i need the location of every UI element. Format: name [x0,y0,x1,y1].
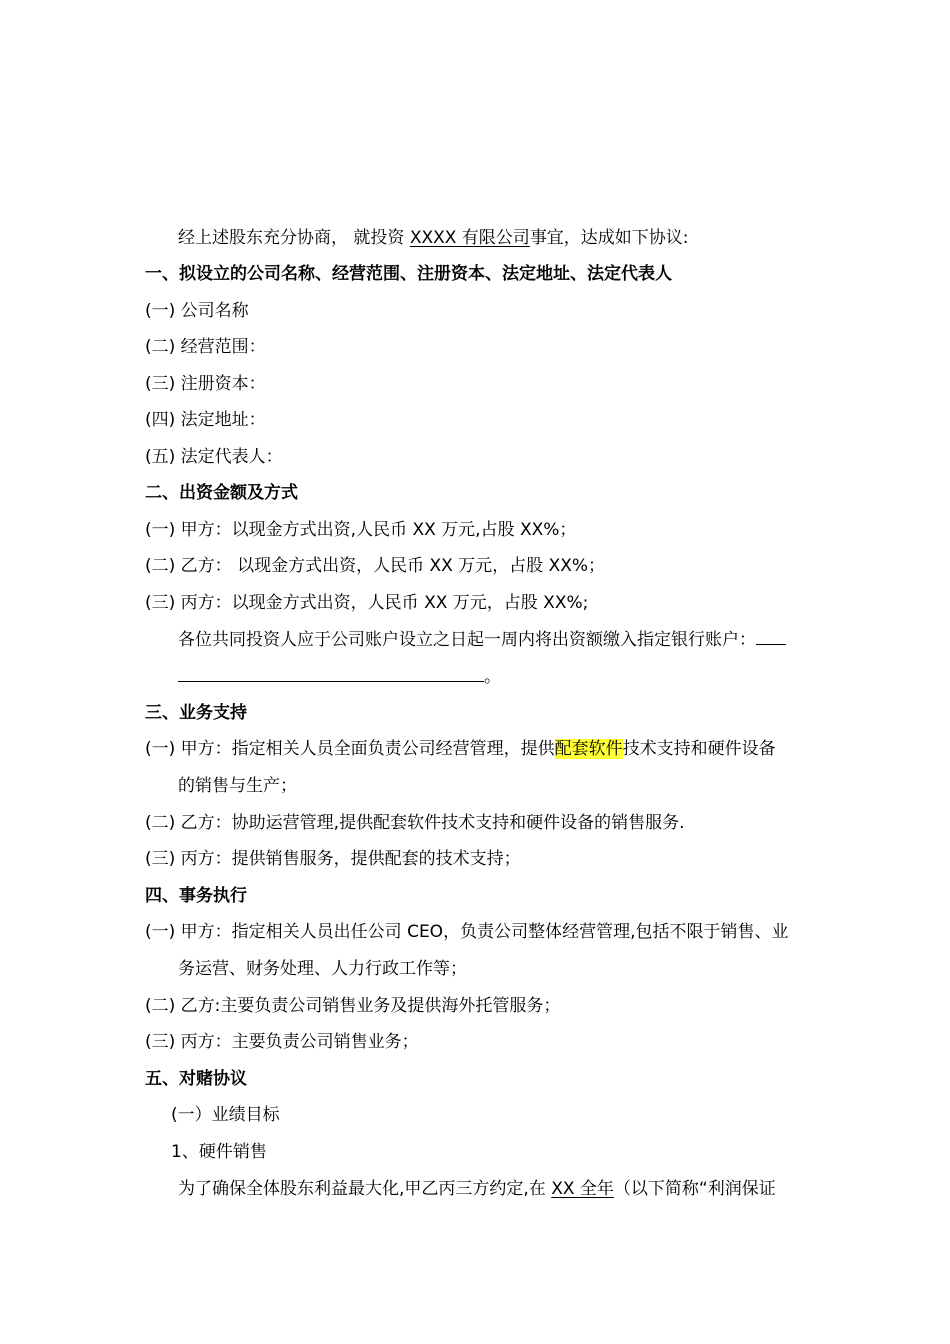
section-5-title: 五、对赌协议 [145,1069,247,1089]
section-2-note-cont [178,665,501,688]
section-3-item-1-text-end: 技术支持和硬件设备 [622,739,776,759]
section-5-subheading: (一）业绩目标 [171,1105,280,1125]
section-4-item-1-cont: 务运营、财务处理、人力行政工作等； [178,959,467,979]
section-4-item-2: (二) 乙方:主要负责公司销售业务及提供海外托管服务； [145,996,561,1016]
bank-account-blank-start [756,628,786,645]
section-4-title: 四、事务执行 [145,886,247,906]
section-1-item-3: (三) 注册资本： [145,374,266,394]
section-3-title: 三、业务支持 [145,703,247,723]
intro-paragraph [178,227,689,249]
section-3-item-2: (二) 乙方：协助运营管理,提供配套软件技术支持和硬件设备的销售服务. [145,813,685,833]
section-5-paragraph-text: 为了确保全体股东利益最大化,甲乙丙三方约定,在 [178,1179,552,1199]
section-1-item-2: (二) 经营范围： [145,337,266,357]
section-1-item-4: (四) 法定地址： [145,410,266,430]
section-3-item-1 [145,738,776,760]
section-3-item-1-cont: 的销售与生产； [178,776,297,796]
section-2-item-2: (二) 乙方： 以现金方式出资，人民币 XX 万元，占股 XX%； [145,556,606,576]
section-3-item-1-text: (一) 甲方：指定相关人员全面负责公司经营管理，提供 [145,739,555,759]
highlighted-text: 配套软件 [554,739,623,759]
section-5-paragraph [178,1178,776,1200]
section-5-paragraph-text-end: （以下简称“利润保证 [613,1179,776,1199]
section-4-item-3: (三) 丙方：主要负责公司销售业务； [145,1032,419,1052]
section-2-title: 二、出资金额及方式 [145,483,298,503]
section-1-item-5: (五) 法定代表人： [145,447,283,467]
company-name: XXXX 有限公司 [409,228,530,248]
section-5-sub-item: 1、硬件销售 [171,1142,267,1162]
section-1-title: 一、拟设立的公司名称、经营范围、注册资本、法定地址、法定代表人 [145,264,672,284]
section-2-item-1: (一) 甲方：以现金方式出资,人民币 XX 万元,占股 XX%； [145,520,577,540]
bank-account-blank [178,665,484,682]
section-4-item-1: (一) 甲方：指定相关人员出任公司 CEO，负责公司整体经营管理,包括不限于销售、业 [145,922,789,942]
intro-text-end: 事宜，达成如下协议: [529,228,689,248]
section-3-item-3: (三) 丙方：提供销售服务，提供配套的技术支持； [145,849,521,869]
section-1-item-1: (一) 公司名称 [145,301,249,321]
period-text: XX 全年 [551,1179,614,1199]
section-2-note-text: 各位共同投资人应于公司账户设立之日起一周内将出资额缴入指定银行账户： [178,630,756,650]
section-2-note [178,628,786,651]
section-2-item-3: (三) 丙方：以现金方式出资，人民币 XX 万元，占股 XX%; [145,593,589,613]
section-2-note-end: 。 [484,667,501,687]
intro-text: 经上述股东充分协商， 就投资 [178,228,410,248]
